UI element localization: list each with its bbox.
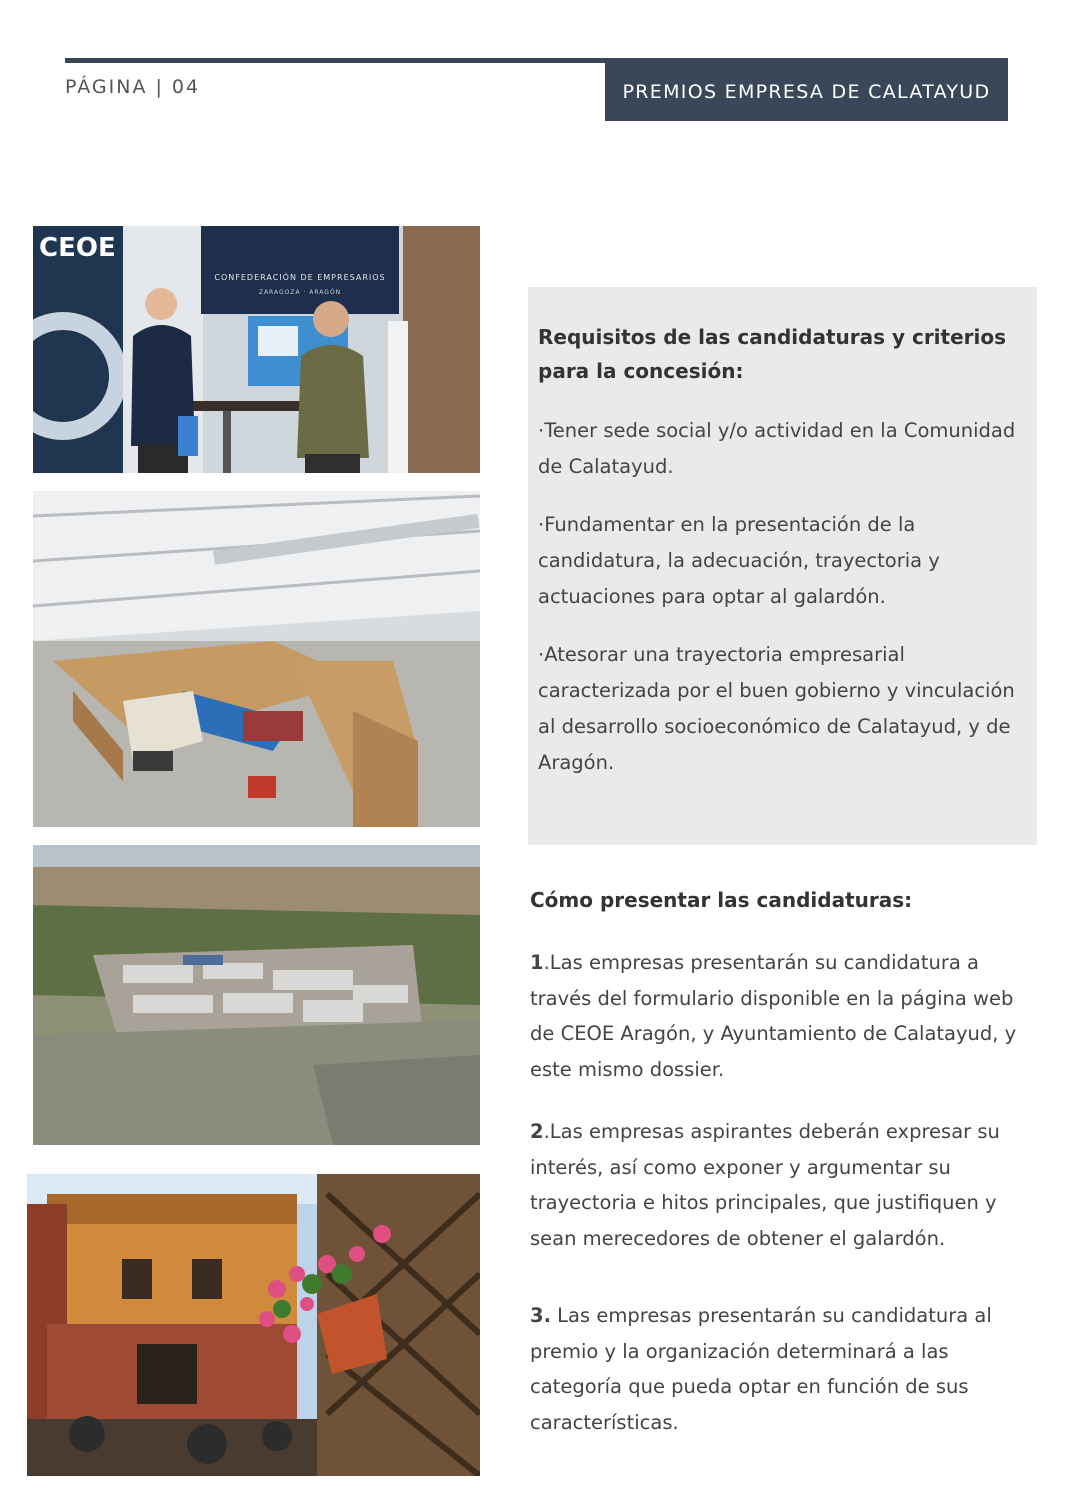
step-text: Las empresas presentarán su candidatura al premio y la organización determinará a las categoría que pueda optar en función de sus características.	[530, 1304, 992, 1434]
page-number: PÁGINA | 04	[65, 76, 201, 98]
step-number: 1	[530, 951, 544, 974]
stand-banner-text: CONFEDERACIÓN DE EMPRESARIOS	[214, 273, 386, 282]
requirement-item: ·Atesorar una trayectoria empresarial caracterizada por el buen gobierno y vinculación al desarrollo socioeconómico de Calatayud, y de Aragón.	[538, 643, 1015, 774]
step-3	[530, 1298, 1030, 1440]
step-2	[530, 1114, 1030, 1256]
step-text: .Las empresas presentarán su candidatura a través del formulario disponible en la página web de CEOE Aragón, y Ayuntamiento de Calatayud, y este mismo dossier.	[530, 951, 1017, 1081]
photo-exhibition-hall	[33, 491, 480, 827]
photo-industrial-estate	[33, 845, 480, 1145]
step-number: 3.	[530, 1304, 551, 1327]
step-text: .Las empresas aspirantes deberán expresar su interés, así como exponer y argumentar su trayectoria e hitos principales, que justifiquen y sean merecedores de obtener el galardón.	[530, 1120, 1000, 1250]
how-to-apply-title: Cómo presentar las candidaturas:	[530, 888, 913, 912]
photo-historic-building	[27, 1174, 480, 1476]
how-to-apply-section	[530, 883, 1030, 1467]
requirements-box	[528, 287, 1037, 845]
requirement-item: ·Fundamentar en la presentación de la candidatura, la adecuación, trayectoria y actuaciones para optar al galardón.	[538, 513, 940, 608]
requirements-title: Requisitos de las candidaturas y criterios para la concesión:	[538, 325, 1007, 383]
stand-banner-subtext: ZARAGOZA · ARAGÓN	[258, 289, 342, 296]
requirement-item: ·Tener sede social y/o actividad en la Comunidad de Calatayud.	[538, 419, 1016, 478]
photo-signing	[33, 226, 480, 473]
step-1	[530, 945, 1030, 1087]
step-number: 2	[530, 1120, 544, 1143]
header-banner: PREMIOS EMPRESA DE CALATAYUD	[605, 63, 1008, 121]
ceoe-logo-text: CEOE	[39, 233, 116, 263]
